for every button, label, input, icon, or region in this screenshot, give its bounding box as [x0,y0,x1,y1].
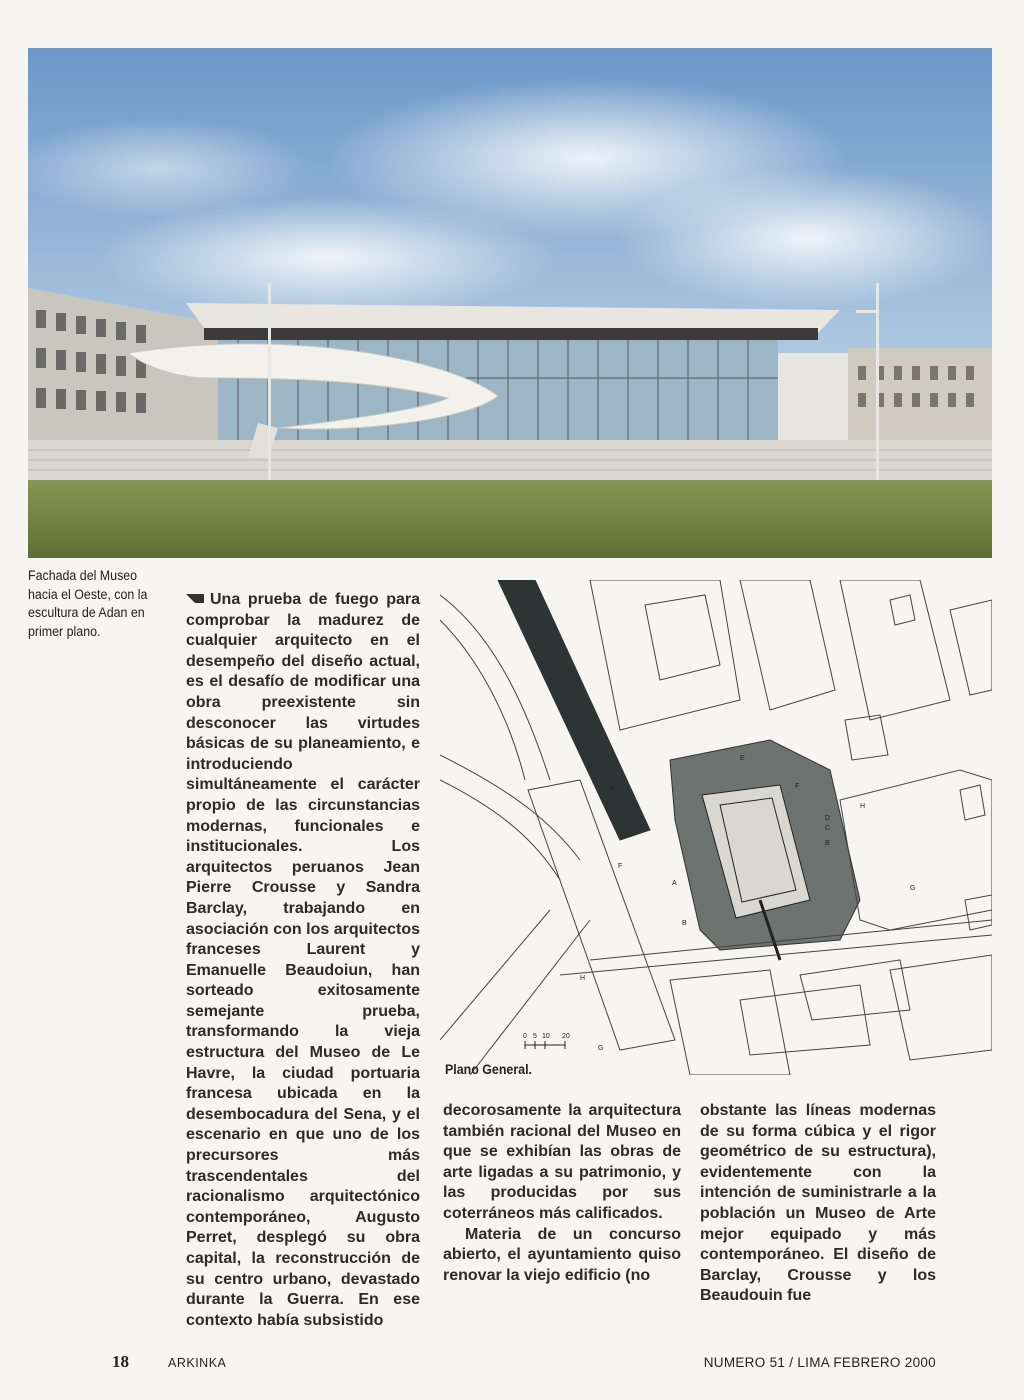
section-mark: B [825,840,830,847]
section-mark: H [580,975,586,982]
section-mark: C [825,825,831,832]
article-column-2 [443,1101,681,1286]
section-mark: F [618,863,623,870]
article-column-1 [186,590,420,1331]
facade-photo-graphic [28,48,992,558]
section-mark: A [610,785,615,792]
section-mark: B [682,920,687,927]
site-plan-drawing [440,580,992,1075]
article-text-col3: obstante las líneas modernas de su forma cúbica y el rigor geométrico de su estructura), evidentemente con la intención de suministrarle a la población un Museo de Arte mejor equipado y más contemporáneo. El diseño de Barclay, Crousse y los Beaudouin fue [700,1102,936,1305]
section-mark: G [598,1045,604,1052]
scale-label: 10 [542,1033,550,1040]
scale-label: 20 [562,1033,570,1040]
article-column-3 [700,1101,936,1307]
article-text-col2-p1: decorosamente la arquitectura también racional del Museo en que se exhibían las obras de arte ligadas a su patrimonio, y las producidas por sus coterráneos más calificados. [443,1102,681,1222]
plan-graphic [440,580,992,1075]
article-text-col1: Una prueba de fuego para comprobar la madurez de cualquier arquitecto en el desempeño del diseño actual, es el desafío de modificar una obra preexistente sin desconocer las virtudes básicas de su planeamiento, e introduciendo simultáneamente el carácter propio de las circunstancias modernas, funcionales e institucionales. Los arquitectos peruanos Jean Pierre Crousse y Sandra Barclay, trabajando en asociación con los arquitectos franceses Laurent y Emanuelle Beaudoiun, han sorteado exitosamente semejante prueba, transformando la vieja estructura del Museo de Le Havre, la ciudad portuaria francesa ubicada en la desembocadura del Sena, y el escenario en que uno de los precursores más trascendentales del racionalismo arquitectónico contemporáneo, Augusto Perret, desplegó su obra capital, la reconstrucción de su centro urbano, devastado durante la Guerra. En ese contexto había subsistido [186,591,420,1329]
section-mark: D [825,815,831,822]
issue-info: NUMERO 51 / LIMA FEBRERO 2000 [703,1355,936,1370]
paragraph-marker-icon [186,594,204,603]
section-mark: G [910,885,916,892]
museum-facade-photo [28,48,992,558]
section-mark: F [795,783,800,790]
section-mark: H [860,803,866,810]
page-number: 18 [112,1352,129,1371]
scale-label: 0 [523,1033,527,1040]
magazine-name: ARKINKA [168,1356,227,1370]
section-mark: A [672,880,677,887]
scale-label: 5 [533,1033,537,1040]
article-text-col2-p2: Materia de un concurso abierto, el ayuntamiento quiso renovar la viejo edificio (no [443,1225,681,1284]
plan-caption: Plano General. [445,1062,532,1077]
photo-caption: Fachada del Museo hacia el Oeste, con la escultura de Adan en primer plano. [28,568,148,639]
section-mark: E [740,755,745,762]
